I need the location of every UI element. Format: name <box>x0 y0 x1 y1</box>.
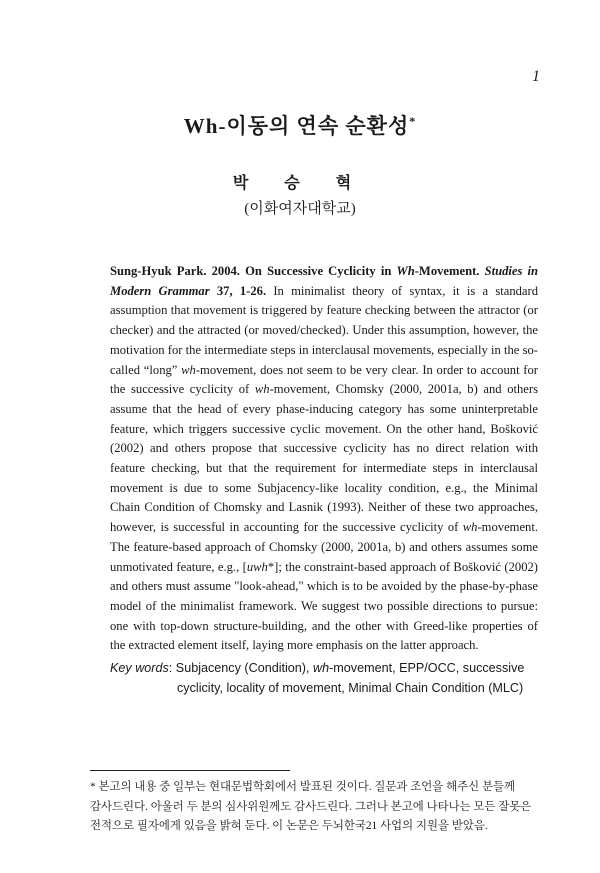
title-text: Wh-이동의 연속 순환성 <box>183 114 410 138</box>
keywords-label: Key words <box>110 661 169 675</box>
author-name: 박 승 혁 <box>232 175 368 192</box>
footnote-line: 감사드린다. 아울러 두 분의 심사위원께도 감사드린다. 그러나 본고에 나타나는 모든 잘못은 <box>90 800 532 813</box>
footnote <box>90 778 560 837</box>
footnote-line: 전적으로 필자에게 있음을 밝혀 둔다. 이 논문은 두뇌한국21 사업의 지원을 받았음. <box>90 820 488 832</box>
author-affiliation: (이화여자대학교) <box>244 201 356 217</box>
title-footnote-marker: * <box>409 114 417 128</box>
abstract-text: In minimalist theory of syntax, it is a standard assumption that movement is triggered by feature checking between the attractor (or checker) and the attracted (or moved/checked). Under this assumption, however, the motivation for the intermediate steps in interclausal movements, especially in the so-called “long” wh-movement, does not seem to be very clear. In order to account for the successive cyclicity of wh-movement, Chomsky (2000, 2001a, b) and others assume that the head of every phase-inducing category has some uninterpretable feature, which triggers successive cyclic movement. On the other hand, Bošković (2002) and others propose that successive cyclicity has no direct relation with feature checking, but that the requirement for intermediate steps in interclausal movement is due to some Subjacency-like locality condition, e.g., the Minimal Chain Condition of Chomsky and Lasnik (1993). Neither of these two approaches, however, is successful in accounting for the successive cyclicity of wh-movement. The feature-based approach of Chomsky (2000, 2001a, b) and others assumes some unmotivated feature, e.g., [uwh*]; the constraint-based approach of Bošković (2002) and others must assume "look-ahead," which is to be avoided by the phase-by-phase model of the minimalist framework. We suggest two possible directions to pursue: one with top-down structure-building, and the other with Greed-like properties of the extracted element itself, laying more emphasis on the latter approach. <box>110 283 539 653</box>
keywords: Key words: Subjacency (Condition), wh-movement, EPP/OCC, successive cyclicity, locality of movement, Minimal Chain Condition (MLC) <box>110 658 540 698</box>
citation-volume: 37, 1-26. <box>216 283 267 298</box>
citation-title: On Successive Cyclicity in Wh-Movement. <box>245 264 480 278</box>
abstract <box>110 262 538 656</box>
citation-journal: Studies in Modern Grammar <box>110 264 539 298</box>
paper-title <box>0 110 600 140</box>
footnote-line: * 본고의 내용 중 일부는 현대문법학회에서 발표된 것이다. 질문과 조언을 해주신 분들께 <box>90 781 515 793</box>
page-number: 1 <box>532 68 540 85</box>
keywords-continued: cyclicity, locality of movement, Minimal Chain Condition (MLC) <box>177 681 524 695</box>
citation-author: Sung-Hyuk Park. 2004. <box>110 264 240 278</box>
footnote-divider <box>90 770 290 771</box>
